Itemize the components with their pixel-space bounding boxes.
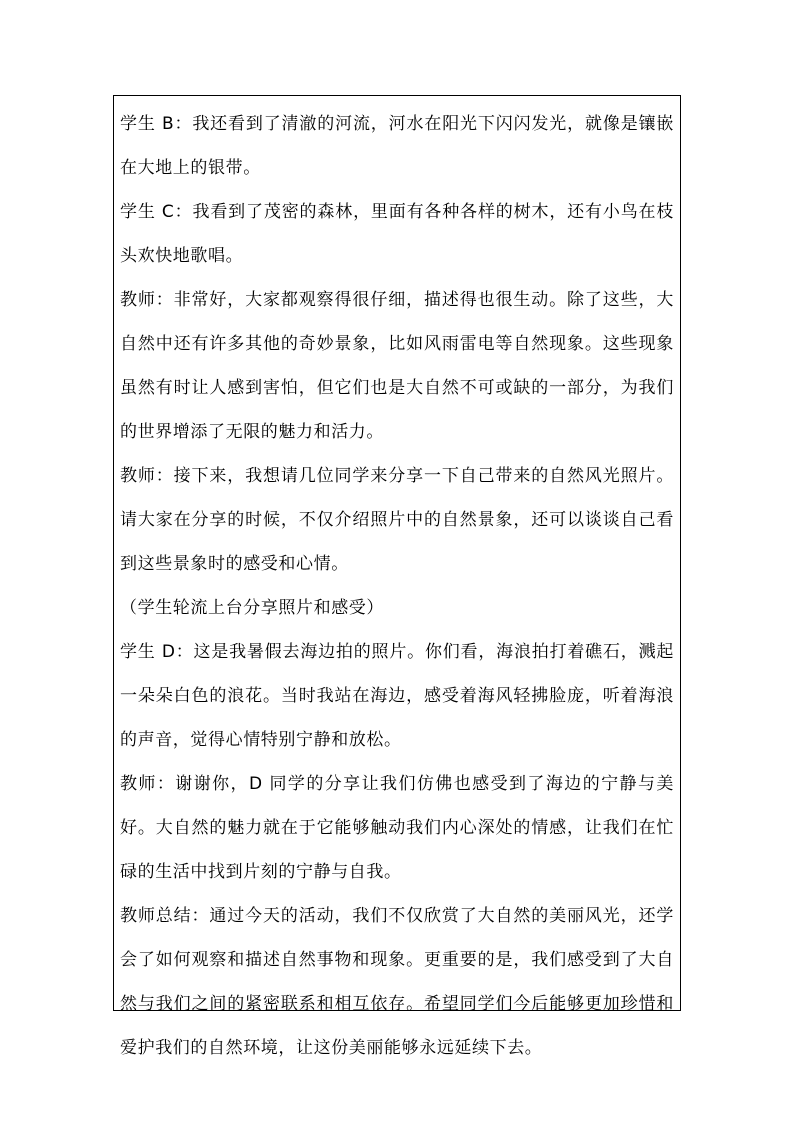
paragraph-student-d: 学生 D：这是我暑假去海边拍的照片。你们看，海浪拍打着礁石，溅起一朵朵白色的浪花。当时我站在海边，感受着海风轻拂脸庞，听着海浪的声音，觉得心情特别宁静和放松。 [120, 642, 674, 750]
paragraph-student-b: 学生 B：我还看到了清澈的河流，河水在阳光下闪闪发光，就像是镶嵌在大地上的银带。 [120, 114, 674, 178]
paragraph-stage-direction: （学生轮流上台分享照片和感受） [120, 598, 384, 618]
paragraph-teacher-response: 教师：谢谢你，D 同学的分享让我们仿佛也感受到了海边的宁静与美好。大自然的魅力就在于它能够触动我们内心深处的情感，让我们在忙碌的生活中找到片刻的宁静与自我。 [120, 774, 674, 882]
paragraph-teacher-photo-prompt: 教师：接下来，我想请几位同学来分享一下自己带来的自然风光照片。请大家在分享的时候，不仅介绍照片中的自然景象，还可以谈谈自己看到这些景象时的感受和心情。 [120, 466, 674, 574]
lesson-transcript-cell [113, 95, 681, 1058]
paragraph-teacher-praise: 教师：非常好，大家都观察得很仔细，描述得也很生动。除了这些，大自然中还有许多其他的奇妙景象，比如风雨雷电等自然现象。这些现象虽然有时让人感到害怕，但它们也是大自然不可或缺的一部分，为我们的世界增添了无限的魅力和活力。 [120, 290, 674, 442]
paragraph-teacher-summary: 教师总结：通过今天的活动，我们不仅欣赏了大自然的美丽风光，还学会了如何观察和描述自然事物和现象。更重要的是，我们感受到了大自然与我们之间的紧密联系和相互依存。希望同学们今后能够更加珍惜和爱护我们的自然环境，让这份美丽能够永远延续下去。 [120, 906, 674, 1058]
paragraph-student-c: 学生 C：我看到了茂密的森林，里面有各种各样的树木，还有小鸟在枝头欢快地歌唱。 [120, 202, 674, 266]
